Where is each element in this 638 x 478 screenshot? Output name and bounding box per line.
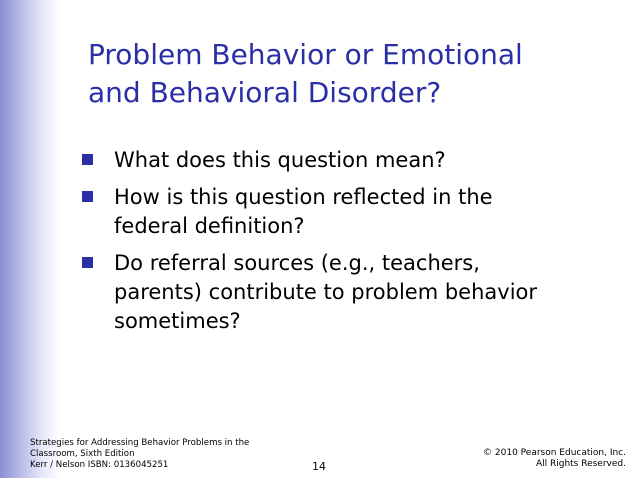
slide-title: [88, 36, 608, 112]
bullet-item: [76, 249, 621, 336]
square-bullet-icon: [82, 191, 93, 202]
bullet-item: [76, 183, 621, 241]
square-bullet-icon: [82, 257, 93, 268]
footer-citation-line: Strategies for Addressing Behavior Problems in the: [30, 438, 250, 448]
page-number: 14: [312, 460, 326, 473]
bullet-text: What does this question mean?: [114, 148, 446, 172]
sidebar-gradient: [0, 0, 60, 478]
footer-citation-line: Kerr / Nelson ISBN: 0136045251: [30, 460, 169, 470]
footer-citation-line: Classroom, Sixth Edition: [30, 449, 135, 459]
bullet-text: parents) contribute to problem behavior: [114, 280, 538, 304]
bullet-text: Do referral sources (e.g., teachers,: [114, 251, 480, 275]
bullet-text: federal definition?: [114, 214, 305, 238]
copyright-line: All Rights Reserved.: [535, 459, 626, 469]
footer-citation: [30, 438, 300, 471]
bullet-list: [76, 146, 621, 344]
title-line-1: Problem Behavior or Emotional: [88, 38, 523, 71]
copyright-line: © 2010 Pearson Education, Inc.: [483, 448, 626, 458]
bullet-text: sometimes?: [114, 309, 241, 333]
square-bullet-icon: [82, 154, 93, 165]
title-line-2: and Behavioral Disorder?: [88, 76, 442, 109]
bullet-item: [76, 146, 621, 175]
bullet-text: How is this question reflected in the: [114, 185, 493, 209]
footer-copyright: [386, 448, 626, 470]
